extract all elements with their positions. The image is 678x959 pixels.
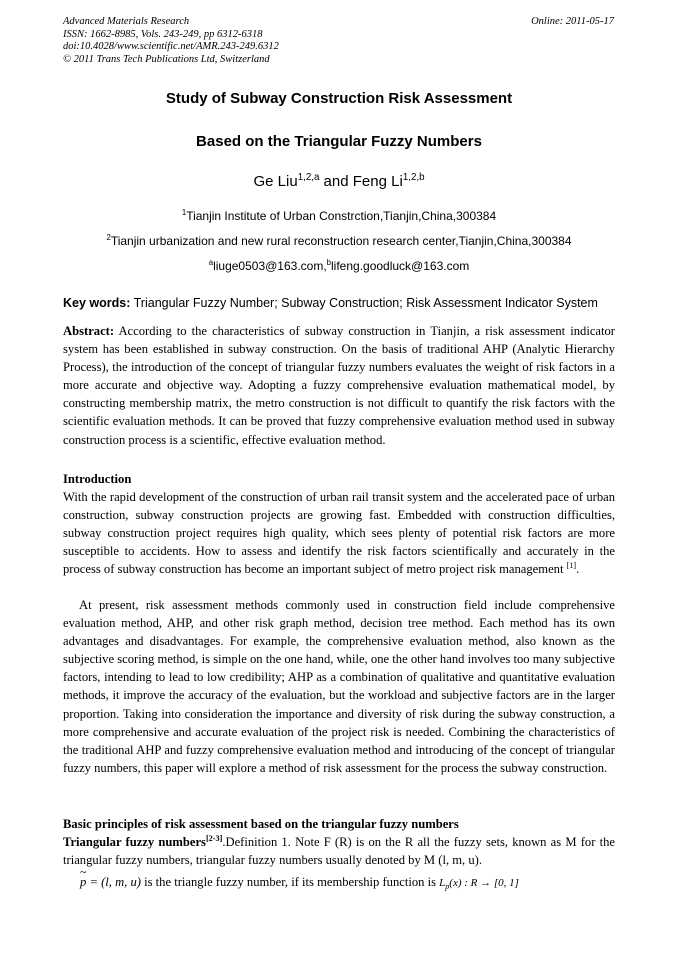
affiliation-2-text: Tianjin urbanization and new rural reconstruction research center,Tianjin,China,300384 — [110, 234, 572, 248]
journal-header — [63, 16, 279, 66]
email-a[interactable]: liuge0503@163.com, — [213, 259, 327, 273]
affiliation-1-text: Tianjin Institute of Urban Constrction,Tianjin,China,300384 — [186, 209, 497, 223]
intro-p1-end: . — [576, 562, 580, 577]
author-2-sup: 1,2,b — [402, 172, 425, 183]
abstract-label: Abstract: — [63, 324, 115, 338]
affiliation-1 — [0, 209, 678, 223]
intro-p1-ref: [1] — [566, 561, 577, 571]
author-1: Ge Liu — [253, 173, 298, 190]
issn: ISSN: 1662-8985, Vols. 243-249, pp 6312-6318 — [63, 28, 263, 40]
introduction-paragraph-2: At present, risk assessment methods commonly used in construction field include comprehensive evaluation method, AHP, and other risk graph method, decision tree method. Each method has its own advantages and disadvantages. For example, the comprehensive evaluation method, also known as the subjective scoring method, is simple on the one hand, while, one the other hand involves too many subjective factors, intending to lead to low credibility; AHP as a combination of qualitative and quantitative evaluation methods, it improve the accuracy of the evaluation, but the workload and subjective factors are in the larger proportion. Taking into consideration the importance and diversity of risk during the subway construction, a more comprehensive and accurate evaluation of the project risk is needed. Combining the characteristics of the traditional AHP and fuzzy comprehensive evaluation method and introducing of the concept of triangular fuzzy numbers, this paper will explore a method of risk assessment for the process the subway construction. — [63, 598, 615, 775]
paper-title-line-1: Study of Subway Construction Risk Assessment — [165, 90, 513, 107]
affiliation-1-sup: 1 — [181, 208, 187, 217]
affiliation-2-sup: 2 — [106, 233, 111, 242]
keywords-text: Triangular Fuzzy Number; Subway Construction; Risk Assessment Indicator System — [130, 296, 598, 310]
tfn-ref: [2-3] — [205, 833, 223, 843]
online-date: Online: 2011-05-17 — [531, 16, 614, 27]
paper-title-line-2: Based on the Triangular Fuzzy Numbers — [196, 133, 482, 150]
tfn-label: Triangular fuzzy numbers — [63, 835, 206, 849]
email-b-sup: b — [326, 258, 331, 267]
tfn-definition — [63, 833, 615, 869]
doi: doi:10.4028/www.scientific.net/AMR.243-249.6312 — [63, 41, 279, 52]
formula-text: is the triangle fuzzy number, if its membership function is — [140, 875, 440, 889]
emails — [0, 259, 678, 273]
authors — [0, 173, 678, 190]
keywords — [63, 296, 615, 310]
affiliation-2 — [0, 234, 678, 248]
formula-lhs: ~ p = (l, m, u) — [80, 873, 141, 891]
author-and: and — [319, 173, 353, 190]
copyright: © 2011 Trans Tech Publications Ltd, Switzerland — [63, 53, 270, 65]
abstract-text: According to the characteristics of subway construction in Tianjin, a risk assessment indicator system has been established in subway construction. On the basis of traditional AHP (Analytic Hierarchy Process), the introduction of the concept of triangular fuzzy numbers evaluates the weight of risk factors in a more accurate and objective way. Adopting a fuzzy comprehensive evaluation mathematical model, by constructing membership matrix, the metro construction is not difficult to quantify the risk factors with the scientific evaluation methods. It can be proved that fuzzy comprehensive evaluation method used in subway construction process is a scientific, effective evaluation method. — [63, 324, 615, 447]
tfn-text: .Definition 1. Note F (R) is on the R all the fuzzy sets, known as M for the triangular fuzzy numbers, triangular fuzzy numbers usually denoted by M (l, m, u). — [63, 835, 615, 868]
keywords-label: Key words: — [63, 296, 131, 310]
principles-heading: Basic principles of risk assessment based on the triangular fuzzy numbers — [63, 817, 459, 831]
formula-rhs-rest: (x) : R → [0, 1] — [449, 877, 519, 889]
membership-formula — [80, 873, 620, 896]
abstract — [63, 322, 615, 449]
email-a-sup: a — [208, 258, 214, 267]
introduction-paragraph-1 — [63, 488, 615, 578]
formula-rhs-l: L — [439, 877, 446, 889]
author-1-sup: 1,2,a — [297, 172, 320, 183]
introduction-heading: Introduction — [63, 472, 132, 486]
email-b[interactable]: lifeng.goodluck@163.com — [331, 259, 470, 273]
journal-name: Advanced Materials Research — [63, 16, 190, 27]
formula-rhs-sub: p — [445, 882, 450, 892]
formula-rhs — [439, 877, 519, 892]
author-2: Feng Li — [352, 173, 403, 190]
intro-p1-text: With the rapid development of the construction of urban rail transit system and the accelerated pace of urban construction, subway construction projects are growing fast. Embedded with construction difficulties, subway construction project requires high quality, which sees plenty of potential risk factors are more susceptible to accidents. How to assess and identify the risk factors scientifically and accurately in the process of subway construction has become an important subject of metro project risk management — [63, 490, 615, 577]
